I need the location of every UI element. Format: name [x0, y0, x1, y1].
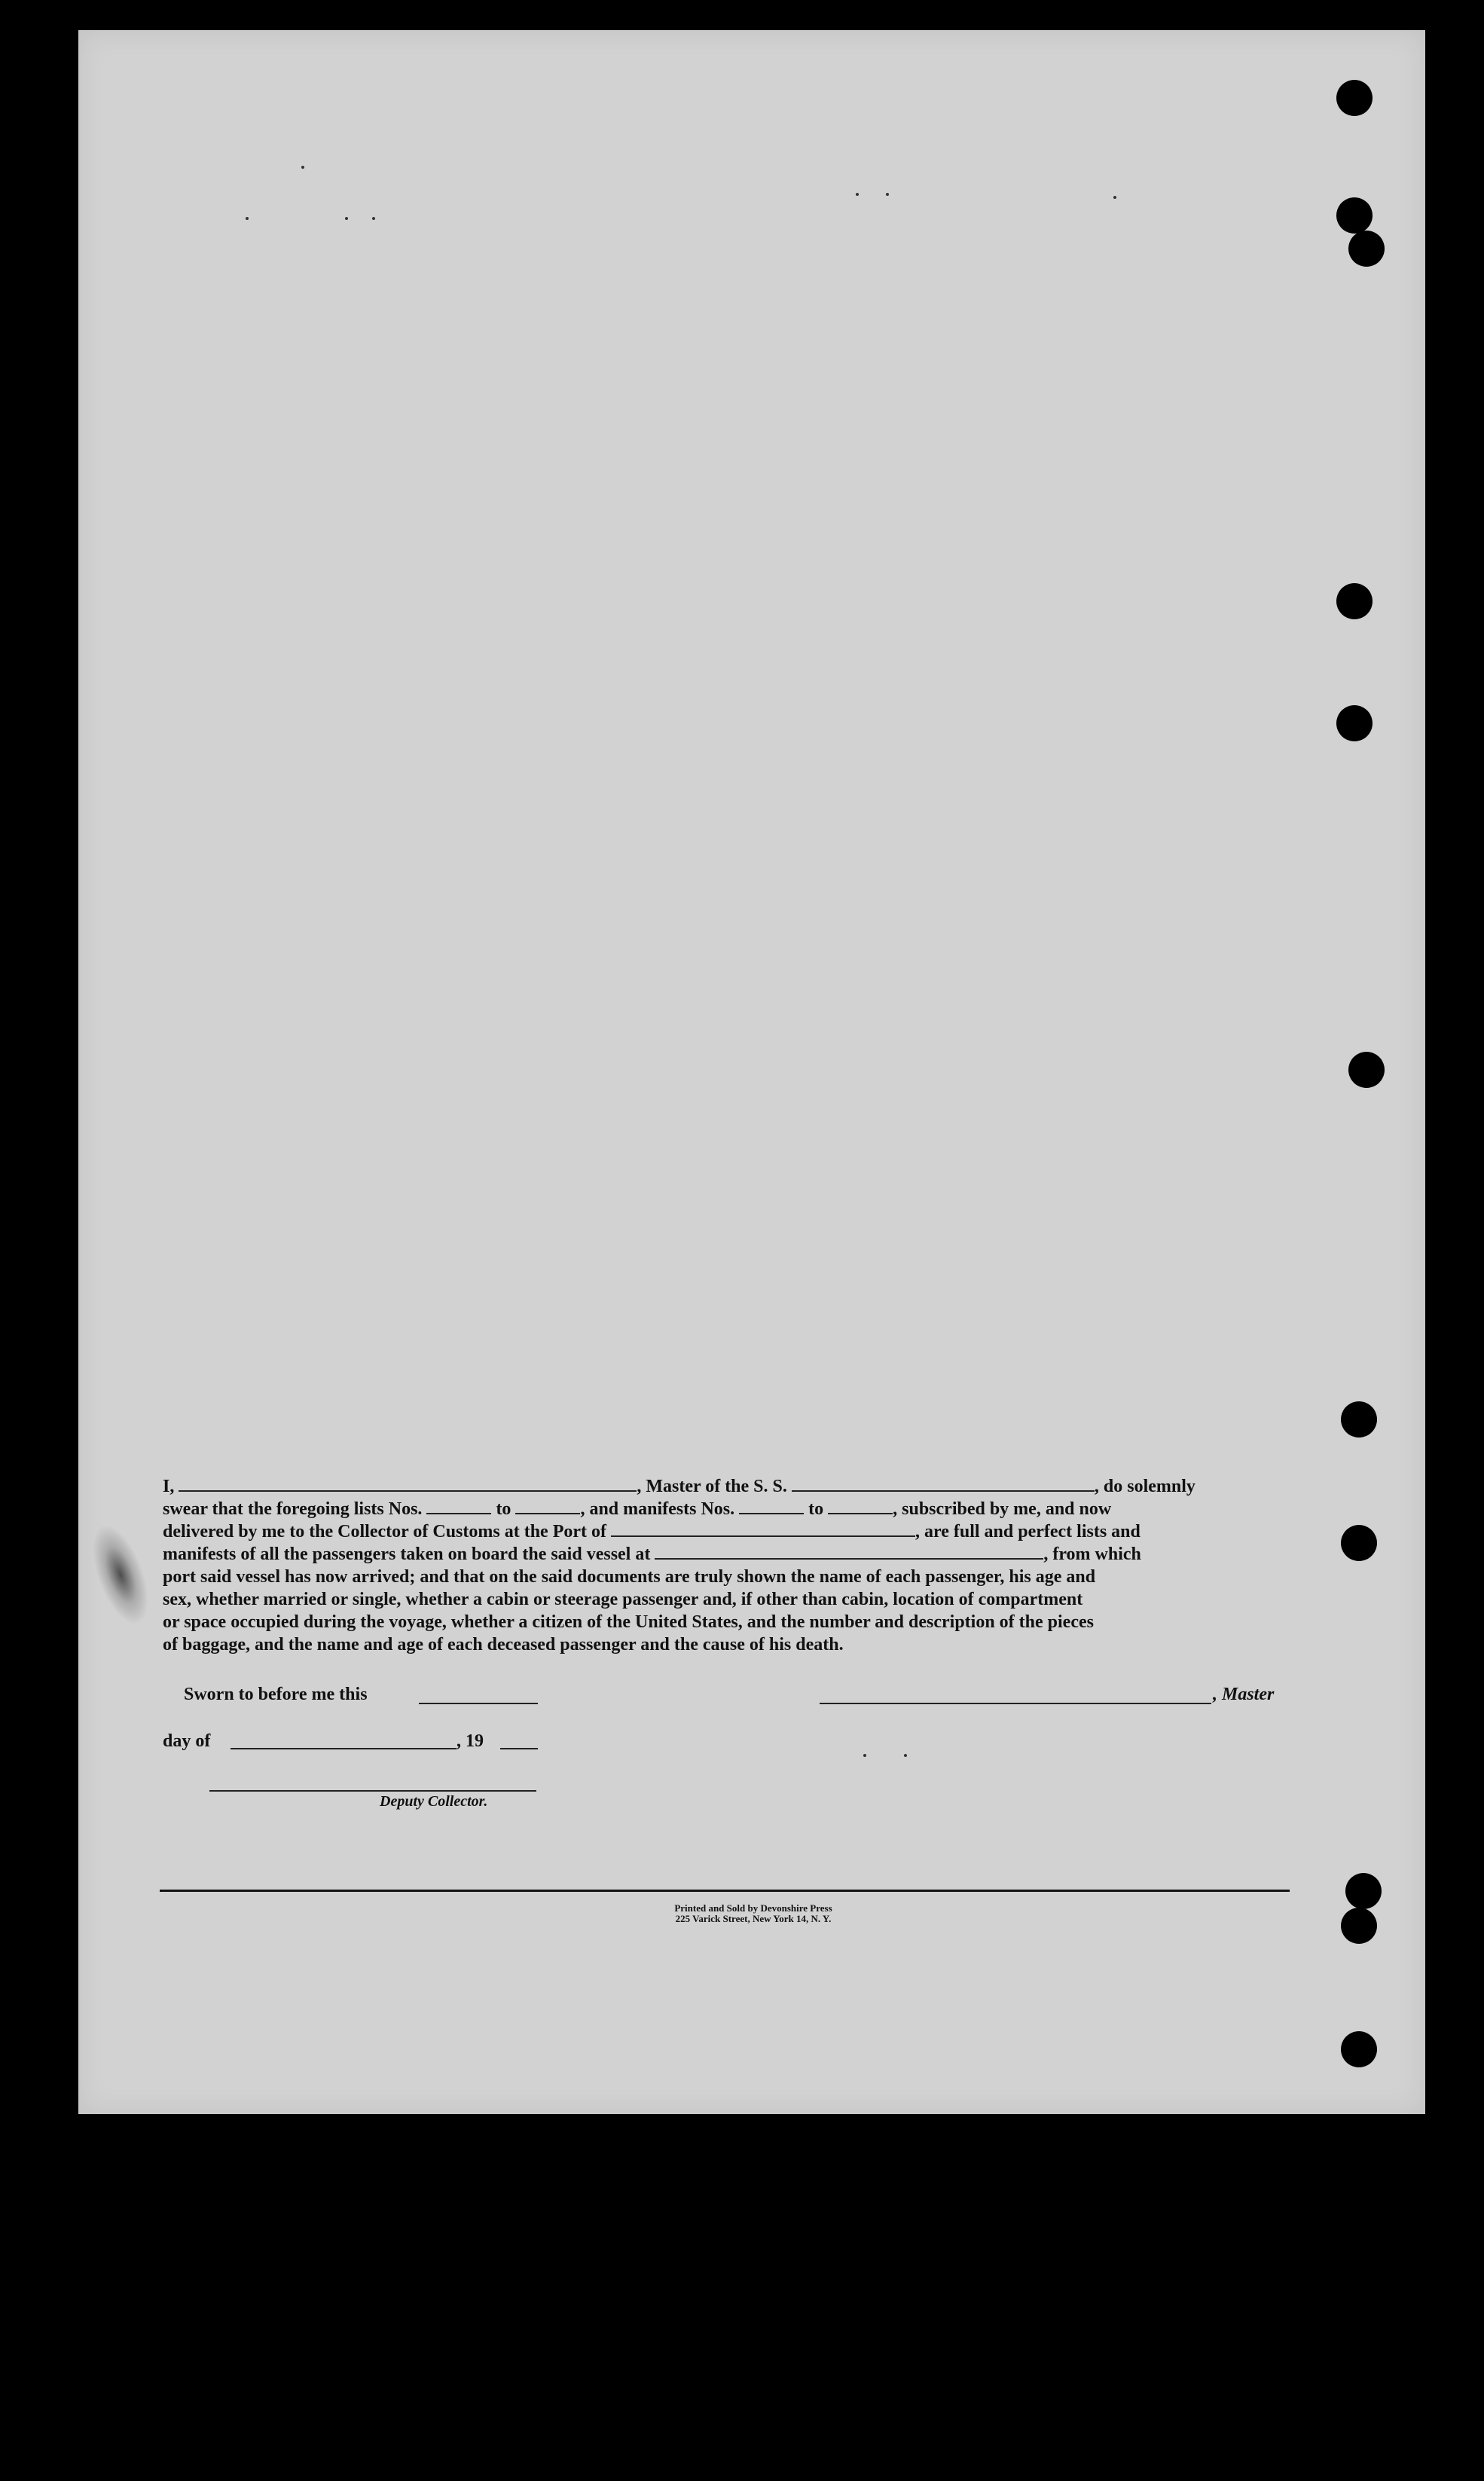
oath-text: , and manifests Nos. — [580, 1499, 735, 1519]
deputy-signature-field[interactable] — [209, 1790, 536, 1792]
port-field[interactable] — [611, 1520, 915, 1537]
document-sheet — [78, 30, 1425, 2114]
punch-hole — [1348, 1052, 1385, 1088]
oath-line — [163, 1543, 1290, 1566]
oath-text: , Master of the S. S. — [637, 1477, 787, 1496]
printer-address: 225 Varick Street, New York 14, N. Y. — [675, 1913, 832, 1924]
oath-line — [163, 1498, 1290, 1520]
oath-line — [163, 1520, 1290, 1543]
year-label: , 19 — [456, 1731, 484, 1751]
punch-hole — [1341, 1908, 1377, 1944]
oath-paragraph — [163, 1475, 1290, 1656]
deputy-collector-label: Deputy Collector. — [380, 1793, 488, 1810]
paper-speck — [246, 217, 249, 220]
paper-speck — [345, 217, 348, 220]
oath-text: , from which — [1043, 1545, 1141, 1564]
oath-text: , subscribed by me, and now — [893, 1499, 1112, 1519]
embarkation-port-field[interactable] — [655, 1543, 1043, 1560]
manifests-to-field[interactable] — [828, 1498, 893, 1514]
oath-line — [163, 1475, 1290, 1498]
oath-line: sex, whether married or single, whether a cabin or steerage passenger and, if other than cabin, location of compartment — [163, 1590, 1083, 1609]
oath-text: manifests of all the passengers taken on board the said vessel at — [163, 1545, 651, 1564]
punch-hole — [1345, 1873, 1382, 1909]
paper-speck — [856, 193, 859, 196]
paper-speck — [301, 166, 304, 169]
oath-line: or space occupied during the voyage, whether a citizen of the United States, and the number and description of the pieces — [163, 1612, 1094, 1632]
printer-imprint — [573, 1903, 934, 1924]
punch-hole — [1341, 1525, 1377, 1561]
paper-speck — [1113, 196, 1116, 199]
printer-line: Printed and Sold by Devonshire Press — [674, 1902, 832, 1914]
punch-hole — [1341, 1401, 1377, 1438]
master-label: , Master — [1213, 1685, 1275, 1704]
punch-hole — [1336, 583, 1373, 619]
paper-speck — [372, 217, 375, 220]
oath-text: I, — [163, 1477, 175, 1496]
footer-rule — [160, 1890, 1290, 1892]
oath-text: to — [496, 1499, 511, 1519]
day-of-label: day of — [163, 1731, 211, 1751]
punch-hole — [1336, 80, 1373, 116]
oath-text: delivered by me to the Collector of Customs at the Port of — [163, 1522, 606, 1541]
paper-speck — [863, 1754, 866, 1757]
oath-line: port said vessel has now arrived; and that on the said documents are truly shown the name of each passenger, his age and — [163, 1567, 1096, 1587]
lists-to-field[interactable] — [515, 1498, 580, 1514]
oath-text: swear that the foregoing lists Nos. — [163, 1499, 423, 1519]
oath-line: of baggage, and the name and age of each deceased passenger and the cause of his death. — [163, 1635, 844, 1655]
master-name-field[interactable] — [179, 1475, 637, 1492]
ship-name-field[interactable] — [792, 1475, 1095, 1492]
year-field[interactable] — [500, 1748, 538, 1749]
punch-hole — [1336, 705, 1373, 741]
oath-text: to — [808, 1499, 824, 1519]
sworn-label: Sworn to before me this — [184, 1685, 368, 1704]
manifests-from-field[interactable] — [739, 1498, 804, 1514]
punch-hole — [1348, 231, 1385, 267]
paper-speck — [886, 193, 889, 196]
punch-hole — [1341, 2031, 1377, 2067]
sworn-date-field[interactable] — [419, 1703, 538, 1704]
oath-text: , are full and perfect lists and — [915, 1522, 1140, 1541]
oath-text: , do solemnly — [1094, 1477, 1195, 1496]
punch-hole — [1336, 197, 1373, 234]
paper-speck — [904, 1754, 907, 1757]
lists-from-field[interactable] — [426, 1498, 491, 1514]
month-field[interactable] — [231, 1748, 456, 1749]
master-signature-field[interactable] — [820, 1703, 1211, 1704]
